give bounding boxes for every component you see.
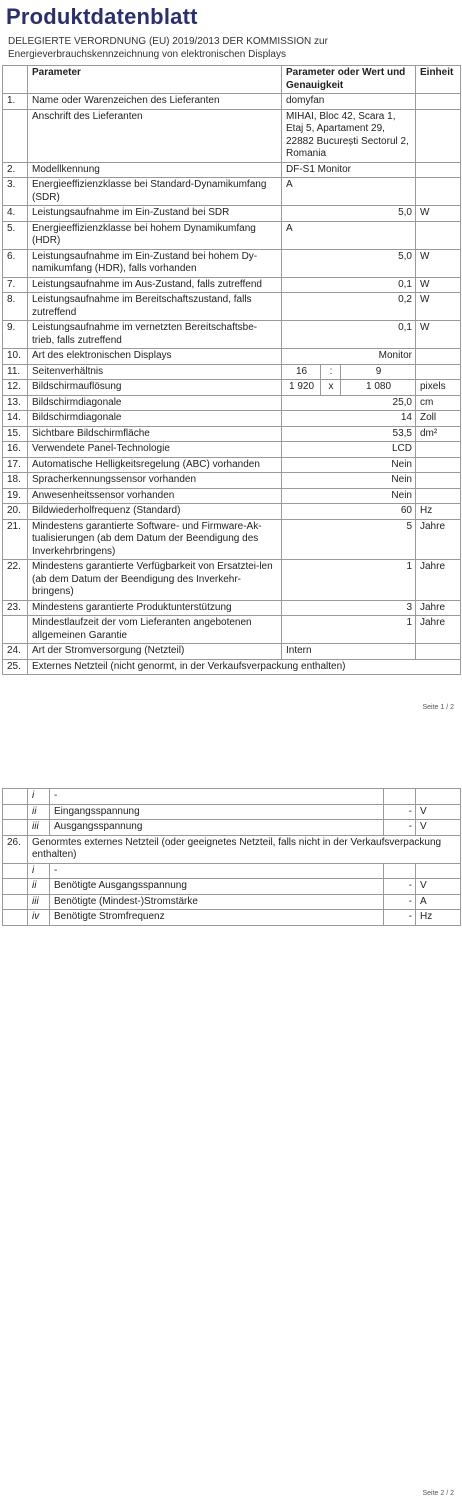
row-parameter: Name oder Warenzeichen des Lieferanten [28,94,282,110]
row-parameter: Mindestens garantierte Produktunterstützung [28,600,282,616]
table-row [3,349,461,365]
row-unit: W [416,206,461,222]
row-parameter: Energieeffizienzklasse bei Standard-Dynamikumfang (SDR) [28,178,282,206]
row-value: - [384,804,416,820]
row-parameter: Energieeffizienzklasse bei hohem Dynamikumfang (HDR) [28,221,282,249]
row-value: 0,1 [282,277,416,293]
row-unit [416,178,461,206]
row-unit: Jahre [416,519,461,560]
regulation-subtitle: DELEGIERTE VERORDNUNG (EU) 2019/2013 DER KOMMISSION zur Energieverbrauchskennzeichnung von elektronischen Displays [8,36,328,60]
row-parameter: Anwesenheitssensor vorhanden [28,488,282,504]
row-value-part: 16 [282,364,321,380]
table-row [3,109,461,162]
row-unit: Jahre [416,600,461,616]
row-parameter: Sichtbare Bildschirmfläche [28,426,282,442]
row-unit: Zoll [416,411,461,427]
table-row [3,659,461,675]
row-parameter: Ausgangsspannung [50,820,384,836]
row-parameter: Leistungsaufnahme im Ein-Zustand bei hohem Dy-namikumfang (HDR), falls vorhanden [28,249,282,277]
row-value: - [384,820,416,836]
table-row [3,644,461,660]
row-unit: pixels [416,380,461,396]
row-number: 1. [3,94,28,110]
row-parameter: Verwendete Panel-Technologie [28,442,282,458]
table-header-row [3,66,461,94]
table-row [3,804,461,820]
header-number-cell [3,66,28,94]
row-unit: V [416,804,461,820]
row-value: - [384,910,416,926]
table-row [3,395,461,411]
row-value: 14 [282,411,416,427]
row-number: 6. [3,249,28,277]
row-sub-index: ii [28,804,50,820]
row-section-heading: Externes Netzteil (nicht genormt, in der Verkaufsverpackung enthalten) [28,659,461,675]
row-sub-index: iii [28,820,50,836]
page-title: Produktdatenblatt [6,4,198,29]
row-unit: V [416,879,461,895]
row-value-separator: : [321,364,341,380]
row-parameter: Eingangsspannung [50,804,384,820]
row-value: 60 [282,504,416,520]
row-number: 12. [3,380,28,396]
row-unit: cm [416,395,461,411]
row-value [384,863,416,879]
row-unit [416,442,461,458]
table-row [3,616,461,644]
page-footer: Seite 1 / 2 [422,704,454,711]
row-value: Intern [282,644,416,660]
row-number: 5. [3,221,28,249]
row-parameter: Leistungsaufnahme im vernetzten Bereitschaftsbe-trieb, falls zutreffend [28,321,282,349]
row-parameter: - [50,863,384,879]
row-number: 17. [3,457,28,473]
row-number-empty [3,879,28,895]
table-row [3,600,461,616]
row-value: 1 [282,560,416,601]
row-parameter: Mindestens garantierte Software- und Firmware-Ak-tualisierungen (ab dem Datum der Beendigung des Inverkehrbringens) [28,519,282,560]
table-row [3,321,461,349]
row-value: 5,0 [282,206,416,222]
table-row [3,863,461,879]
row-value: 25,0 [282,395,416,411]
page-2 [0,748,462,1500]
row-unit: Jahre [416,560,461,601]
table-row [3,442,461,458]
row-unit [416,644,461,660]
row-parameter: Seitenverhältnis [28,364,282,380]
row-unit: W [416,277,461,293]
row-number: 19. [3,488,28,504]
row-number: 4. [3,206,28,222]
header-value: Parameter oder Wert und Genauigkeit [282,66,416,94]
row-value: Nein [282,488,416,504]
row-number-empty [3,863,28,879]
row-unit [416,364,461,380]
row-parameter: Art der Stromversorgung (Netzteil) [28,644,282,660]
header-unit: Einheit [416,66,461,94]
table-row [3,894,461,910]
row-value-part: 1 920 [282,380,321,396]
row-number: 24. [3,644,28,660]
row-parameter: Art des elektronischen Displays [28,349,282,365]
row-value: A [282,178,416,206]
row-number: 23. [3,600,28,616]
row-parameter: Benötigte Stromfrequenz [50,910,384,926]
row-parameter: Mindestlaufzeit der vom Lieferanten angebotenen allgemeinen Garantie [28,616,282,644]
power-supply-table [2,788,461,926]
row-value: 1 [282,616,416,644]
row-number: 13. [3,395,28,411]
row-number: 9. [3,321,28,349]
row-sub-index: iv [28,910,50,926]
row-parameter: Modellkennung [28,162,282,178]
row-unit: W [416,249,461,277]
row-parameter: Bildschirmauflösung [28,380,282,396]
row-value: LCD [282,442,416,458]
row-value: 5,0 [282,249,416,277]
row-value-separator: x [321,380,341,396]
table-row [3,162,461,178]
row-value: 5 [282,519,416,560]
row-value: 0,1 [282,321,416,349]
row-number [3,109,28,162]
row-sub-index: iii [28,894,50,910]
row-unit [416,94,461,110]
table-row [3,835,461,863]
row-unit [416,221,461,249]
row-parameter: Spracherkennungssensor vorhanden [28,473,282,489]
row-number: 16. [3,442,28,458]
row-unit: W [416,293,461,321]
table-row [3,488,461,504]
row-unit [416,473,461,489]
table-row [3,879,461,895]
row-number: 22. [3,560,28,601]
row-parameter: Leistungsaufnahme im Bereitschaftszustand, falls zutreffend [28,293,282,321]
row-value: domyfan [282,94,416,110]
table-row [3,910,461,926]
row-number: 10. [3,349,28,365]
row-unit [416,349,461,365]
row-value: - [384,894,416,910]
row-sub-index: i [28,863,50,879]
row-parameter: Automatische Helligkeitsregelung (ABC) vorhanden [28,457,282,473]
row-parameter: Leistungsaufnahme im Aus-Zustand, falls zutreffend [28,277,282,293]
row-unit [416,789,461,805]
row-value-part: 9 [341,364,416,380]
row-unit [416,457,461,473]
row-number-empty [3,894,28,910]
row-number: 11. [3,364,28,380]
row-sub-index: ii [28,879,50,895]
row-value: DF-S1 Monitor [282,162,416,178]
row-parameter: Mindestens garantierte Verfügbarkeit von Ersatztei-len (ab dem Datum der Beendigung des Inverkehr-bringens) [28,560,282,601]
page-1 [0,0,462,718]
table-row [3,426,461,442]
row-value: 0,2 [282,293,416,321]
row-number: 21. [3,519,28,560]
row-section-heading: Genormtes externes Netzteil (oder geeignetes Netzteil, falls nicht in der Verkaufsverpackung enthalten) [28,835,461,863]
row-number-empty [3,910,28,926]
row-number: 18. [3,473,28,489]
row-value: Nein [282,457,416,473]
row-parameter: - [50,789,384,805]
table-row [3,504,461,520]
row-parameter: Leistungsaufnahme im Ein-Zustand bei SDR [28,206,282,222]
page-footer: Seite 2 / 2 [422,1490,454,1497]
table-row [3,206,461,222]
row-number: 14. [3,411,28,427]
table-row [3,94,461,110]
table-row [3,277,461,293]
row-number [3,616,28,644]
table-row [3,221,461,249]
row-number: 7. [3,277,28,293]
table-row [3,473,461,489]
row-unit: V [416,820,461,836]
row-value: Nein [282,473,416,489]
row-parameter: Benötigte (Mindest-)Stromstärke [50,894,384,910]
table-row [3,249,461,277]
table-row [3,519,461,560]
row-value: 53,5 [282,426,416,442]
row-parameter: Bildschirmdiagonale [28,395,282,411]
table-row [3,560,461,601]
row-unit: W [416,321,461,349]
row-value [384,789,416,805]
row-number: 2. [3,162,28,178]
table-row [3,789,461,805]
row-value: A [282,221,416,249]
row-number: 26. [3,835,28,863]
row-unit: Hz [416,910,461,926]
row-unit [416,488,461,504]
row-unit [416,162,461,178]
row-number-empty [3,789,28,805]
row-unit: Jahre [416,616,461,644]
table-row [3,364,461,380]
row-sub-index: i [28,789,50,805]
row-number-empty [3,804,28,820]
table-row [3,820,461,836]
row-value-part: 1 080 [341,380,416,396]
row-parameter: Benötigte Ausgangsspannung [50,879,384,895]
row-number-empty [3,820,28,836]
row-number: 20. [3,504,28,520]
row-number: 25. [3,659,28,675]
row-number: 3. [3,178,28,206]
row-number: 8. [3,293,28,321]
row-unit: Hz [416,504,461,520]
product-data-table [2,65,461,675]
table-row [3,411,461,427]
row-parameter: Anschrift des Lieferanten [28,109,282,162]
row-unit [416,109,461,162]
table-row [3,293,461,321]
table-row [3,380,461,396]
table-row [3,457,461,473]
row-unit: dm² [416,426,461,442]
table-row [3,178,461,206]
row-value: 3 [282,600,416,616]
row-unit: A [416,894,461,910]
row-value: - [384,879,416,895]
row-parameter: Bildschirmdiagonale [28,411,282,427]
row-value: MIHAI, Bloc 42, Scara 1, Etaj 5, Apartament 29, 22882 București Sectorul 2, Romania [282,109,416,162]
row-unit [416,863,461,879]
row-value: Monitor [282,349,416,365]
header-parameter: Parameter [28,66,282,94]
row-parameter: Bildwiederholfrequenz (Standard) [28,504,282,520]
row-number: 15. [3,426,28,442]
